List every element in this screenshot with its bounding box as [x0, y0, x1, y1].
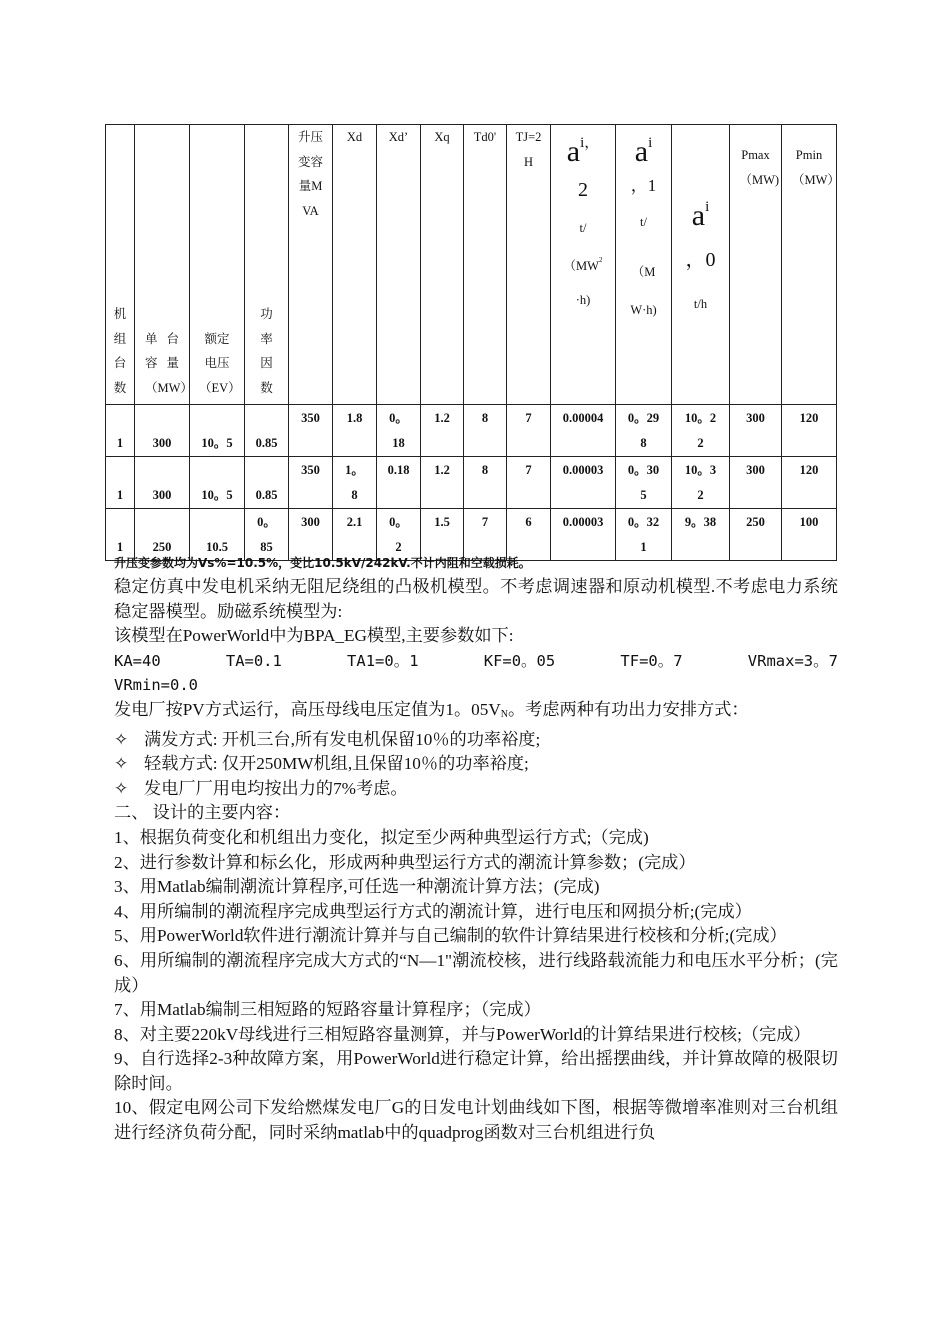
table-row	[106, 405, 837, 457]
list-item: 2、进行参数计算和标幺化，形成两种典型运行方式的潮流计算参数；(完成）	[114, 852, 696, 872]
cell-pf: 0.85	[245, 405, 289, 457]
cell-pf: 0.85	[245, 457, 289, 509]
header-pmin: Pmin （MW）	[782, 125, 837, 405]
cell-pmax: 300	[730, 405, 782, 457]
diamond-bullet-icon: ✧	[114, 754, 129, 774]
paragraph-pv-mode: 发电厂按PV方式运行，高压母线电压定值为1。$05V_N$。考虑两种有功出力安排方式：	[114, 699, 749, 720]
header-a0: $a^i$ ，0 t/h	[672, 125, 730, 405]
cell-pmax: 300	[730, 457, 782, 509]
cell-td0: 8	[464, 405, 507, 457]
cell-pf: 0。 85	[245, 509, 289, 561]
table-header-row	[106, 125, 837, 405]
cell-pmin: 100	[782, 509, 837, 561]
body-text	[114, 575, 838, 1146]
diamond-bullet-icon: ✧	[114, 729, 129, 749]
bullet-item: ✧ 轻载方式: 仅开250MW机组,且保留10％的功率裕度;	[114, 752, 838, 777]
cell-a0: 10。2 2	[672, 405, 730, 457]
bullet-item: ✧ 满发方式: 开机三台,所有发电机保留10％的功率裕度;	[114, 728, 838, 753]
cell-xd: 1。 8	[333, 457, 377, 509]
cell-a1: 0。30 5	[616, 457, 672, 509]
cell-a1: 0。32 1	[616, 509, 672, 561]
cell-tj: 7	[507, 457, 551, 509]
list-item: 9、自行选择2-3种故障方案，用PowerWorld进行稳定计算，给出摇摆曲线，并计算故障的极限切除时间。	[114, 1049, 838, 1093]
cell-pmax: 250	[730, 509, 782, 561]
list-item: 6、用所编制的潮流程序完成大方式的“N—1"潮流校核，进行线路载流能力和电压水平分析；(完成）	[114, 950, 838, 995]
cell-xq: 1.2	[421, 405, 464, 457]
cell-voltage: 10。5	[190, 457, 245, 509]
header-xq: Xq	[421, 125, 464, 405]
table-row	[106, 509, 837, 561]
cell-xd-prime: 0.18	[377, 457, 421, 509]
cell-xq: 1.2	[421, 457, 464, 509]
cell-units: 1	[106, 457, 135, 509]
cell-xq: 1.5	[421, 509, 464, 561]
header-voltage: 额定电压（EV）	[190, 125, 245, 405]
cell-pmin: 120	[782, 405, 837, 457]
generator-parameter-table	[105, 124, 840, 561]
list-item: 3、用Matlab编制潮流计算程序,可任选一种潮流计算方法；(完成)	[114, 877, 600, 897]
param-vrmax: VRmax=3。7	[747, 651, 838, 670]
list-item: 5、用PowerWorld软件进行潮流计算并与自己编制的软件计算结果进行校核和分析;(完成）	[114, 926, 787, 946]
header-tj: TJ=2H	[507, 125, 551, 405]
paragraph-model: 稳定仿真中发电机采纳无阻尼绕组的凸极机模型。不考虑调速器和原动机模型.不考虑电力系统稳定器模型。励磁系统模型为:	[114, 577, 838, 621]
table-note: 升压变参数均为Vs%=10.5%，变比10.5kV/242kV.不计内阻和空载损耗。	[114, 556, 531, 570]
cell-pmin: 120	[782, 457, 837, 509]
cell-units: 1	[106, 509, 135, 561]
header-pmax: Pmax （MW)	[730, 125, 782, 405]
cell-capacity: 300	[135, 405, 190, 457]
param-ta1: TA1=0。1	[347, 651, 419, 670]
param-ka: KA=40	[114, 651, 161, 670]
cell-capacity: 300	[135, 457, 190, 509]
cell-units: 1	[106, 405, 135, 457]
paragraph-powerworld: 该模型在PowerWorld中为BPA_EG模型,主要参数如下:	[114, 626, 514, 646]
header-xd: Xd	[333, 125, 377, 405]
cell-tj: 7	[507, 405, 551, 457]
list-item: 1、根据负荷变化和机组出力变化，拟定至少两种典型运行方式;（完成)	[114, 827, 649, 847]
cell-xd: 1.8	[333, 405, 377, 457]
list-item: 4、用所编制的潮流程序完成典型运行方式的潮流计算，进行电压和网损分析;(完成）	[114, 901, 752, 921]
cell-xd-prime: 0。 18	[377, 405, 421, 457]
bullet-item: ✧ 发电厂厂用电均按出力的7%考虑。	[114, 777, 838, 802]
cell-a2: 0.00003	[551, 509, 616, 561]
cell-a2: 0.00004	[551, 405, 616, 457]
header-units: 机组台数	[106, 125, 135, 405]
table-row	[106, 457, 837, 509]
header-td0: Td0'	[464, 125, 507, 405]
param-vrmin: VRmin=0.0	[114, 676, 198, 695]
excitation-parameters	[114, 649, 838, 674]
cell-td0: 8	[464, 457, 507, 509]
header-a1: $a^i$ ，1 t/ （M W·h)	[616, 125, 672, 405]
list-item: 7、用Matlab编制三相短路的短路容量计算程序；（完成）	[114, 1000, 541, 1020]
header-a2: $a^{i,}$ 2 t/ （$MW^2$ ·h)	[551, 125, 616, 405]
section-heading: 二、 设计的主要内容：	[114, 803, 291, 823]
cell-td0: 7	[464, 509, 507, 561]
header-power-factor: 功率因数	[245, 125, 289, 405]
cell-xd: 2.1	[333, 509, 377, 561]
cell-xd-prime: 0。 2	[377, 509, 421, 561]
cell-voltage: 10。5	[190, 405, 245, 457]
param-kf: KF=0。05	[483, 651, 556, 670]
cell-transformer: 350	[289, 405, 333, 457]
cell-tj: 6	[507, 509, 551, 561]
list-item: 10、假定电网公司下发给燃煤发电厂G的日发电计划曲线如下图，根据等微增率准则对三台机组进行经济负荷分配，同时采纳matlab中的quadprog函数对三台机组进行负	[114, 1098, 838, 1143]
cell-a2: 0.00003	[551, 457, 616, 509]
cell-transformer: 300	[289, 509, 333, 561]
header-xd-prime: Xd’	[377, 125, 421, 405]
cell-a0: 10。3 2	[672, 457, 730, 509]
param-ta: TA=0.1	[225, 651, 282, 670]
cell-voltage: 10.5	[190, 509, 245, 561]
header-capacity: 单台容量（MW）	[135, 125, 190, 405]
cell-transformer: 350	[289, 457, 333, 509]
cell-a0: 9。38	[672, 509, 730, 561]
cell-a1: 0。29 8	[616, 405, 672, 457]
header-transformer: 升压变容量MVA	[289, 125, 333, 405]
cell-capacity: 250	[135, 509, 190, 561]
list-item: 8、对主要220kV母线进行三相短路容量测算，并与PowerWorld的计算结果进行校核;（完成）	[114, 1024, 811, 1044]
diamond-bullet-icon: ✧	[114, 778, 129, 798]
param-tf: TF=0。7	[620, 651, 683, 670]
